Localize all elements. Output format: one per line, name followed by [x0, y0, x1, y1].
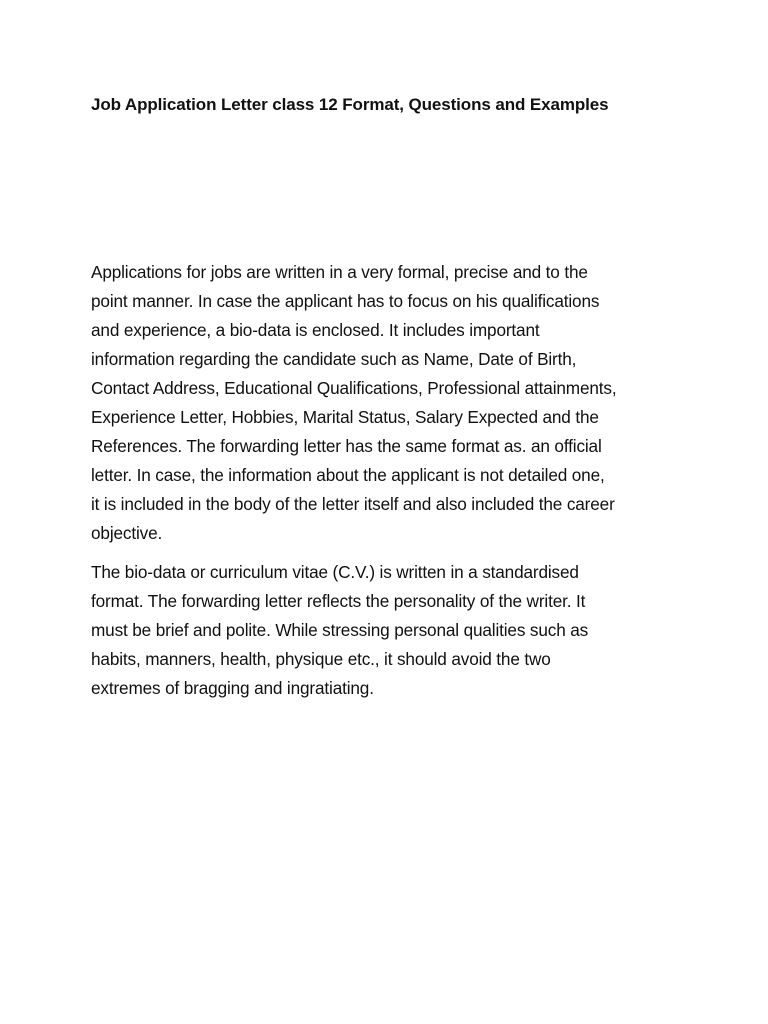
paragraph-1-line-2: point manner. In case the applicant has to focus on his qualifications	[91, 291, 600, 311]
paragraph-1-line-1: Applications for jobs are written in a very formal, precise and to the	[91, 262, 588, 282]
paragraph-1-line-6: Experience Letter, Hobbies, Marital Status, Salary Expected and the	[91, 407, 599, 427]
paragraph-1-line-3: and experience, a bio-data is enclosed. It includes important	[91, 320, 540, 340]
paragraph-2-line-2: format. The forwarding letter reflects the personality of the writer. It	[91, 591, 586, 611]
paragraph-2-line-5: extremes of bragging and ingratiating.	[91, 678, 374, 698]
document-title: Job Application Letter class 12 Format, Questions and Examples	[91, 95, 609, 114]
document-body	[91, 258, 681, 713]
paragraph-1-line-4: information regarding the candidate such as Name, Date of Birth,	[91, 349, 577, 369]
paragraph-2-line-1: The bio-data or curriculum vitae (C.V.) is written in a standardised	[91, 562, 579, 582]
paragraph-1-line-7: References. The forwarding letter has the same format as. an official	[91, 436, 602, 456]
paragraph-1-line-10: objective.	[91, 523, 163, 543]
body-paragraph-2	[91, 558, 681, 703]
body-paragraph-1	[91, 258, 681, 548]
paragraph-1-line-8: letter. In case, the information about the applicant is not detailed one,	[91, 465, 605, 485]
paragraph-2-line-3: must be brief and polite. While stressing personal qualities such as	[91, 620, 589, 640]
paragraph-1-line-9: it is included in the body of the letter itself and also included the career	[91, 494, 615, 514]
paragraph-2-line-4: habits, manners, health, physique etc., it should avoid the two	[91, 649, 551, 669]
paragraph-1-line-5: Contact Address, Educational Qualifications, Professional attainments,	[91, 378, 617, 398]
